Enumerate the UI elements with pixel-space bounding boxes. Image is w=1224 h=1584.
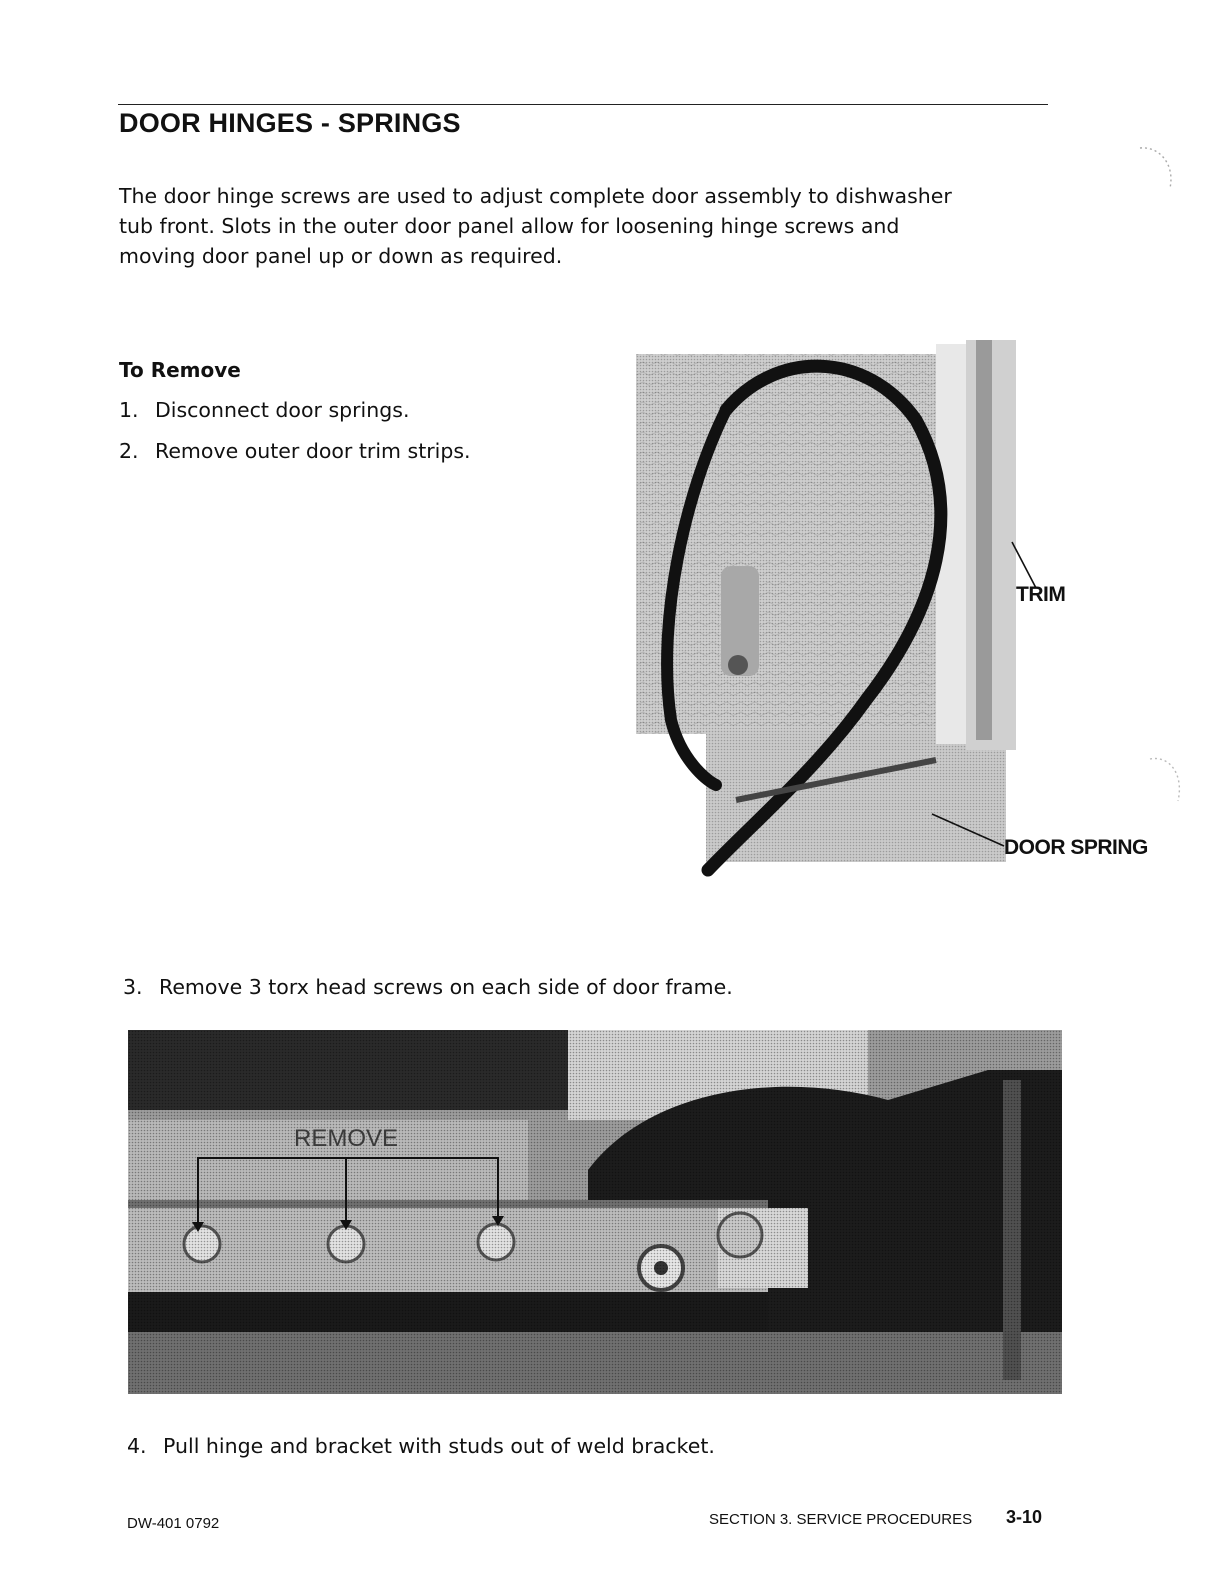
step-1 bbox=[119, 398, 409, 422]
intro-paragraph bbox=[119, 181, 1059, 271]
step-number: 2. bbox=[119, 439, 139, 463]
binder-hole-mark bbox=[1140, 745, 1190, 815]
step-number: 3. bbox=[123, 975, 143, 999]
door-spring-leader-line bbox=[930, 810, 1010, 855]
step-2 bbox=[119, 439, 471, 463]
callout-door-spring: DOOR SPRING bbox=[1004, 836, 1148, 859]
step-4 bbox=[127, 1434, 715, 1458]
hinge-screw bbox=[728, 655, 748, 675]
step-number: 1. bbox=[119, 398, 139, 422]
remove-label: REMOVE bbox=[294, 1125, 399, 1152]
step-text: Remove 3 torx head screws on each side of door frame. bbox=[159, 975, 733, 999]
step-text: Remove outer door trim strips. bbox=[155, 439, 471, 463]
footer-doc-code: DW-401 0792 bbox=[127, 1515, 220, 1532]
intro-line: The door hinge screws are used to adjust complete door assembly to dishwasher bbox=[119, 184, 952, 208]
footer-section: SECTION 3. SERVICE PROCEDURES bbox=[709, 1511, 973, 1528]
intro-line: tub front. Slots in the outer door panel allow for loosening hinge screws and bbox=[119, 214, 900, 238]
title-rule bbox=[118, 104, 1048, 105]
intro-line: moving door panel up or down as required. bbox=[119, 244, 563, 268]
callout-trim: TRIM bbox=[1016, 583, 1066, 606]
step-text: Disconnect door springs. bbox=[155, 398, 410, 422]
hinge-screws-photo bbox=[128, 1030, 1062, 1394]
step-text: Pull hinge and bracket with studs out of weld bracket. bbox=[163, 1434, 715, 1458]
door-spring-photo bbox=[636, 340, 1032, 880]
step-3 bbox=[123, 975, 733, 999]
page-number: 3-10 bbox=[1006, 1507, 1043, 1527]
step-number: 4. bbox=[127, 1434, 147, 1458]
subheading-to-remove: To Remove bbox=[119, 358, 241, 382]
binder-hole-mark bbox=[1120, 140, 1180, 210]
page-title: DOOR HINGES - SPRINGS bbox=[119, 108, 461, 138]
